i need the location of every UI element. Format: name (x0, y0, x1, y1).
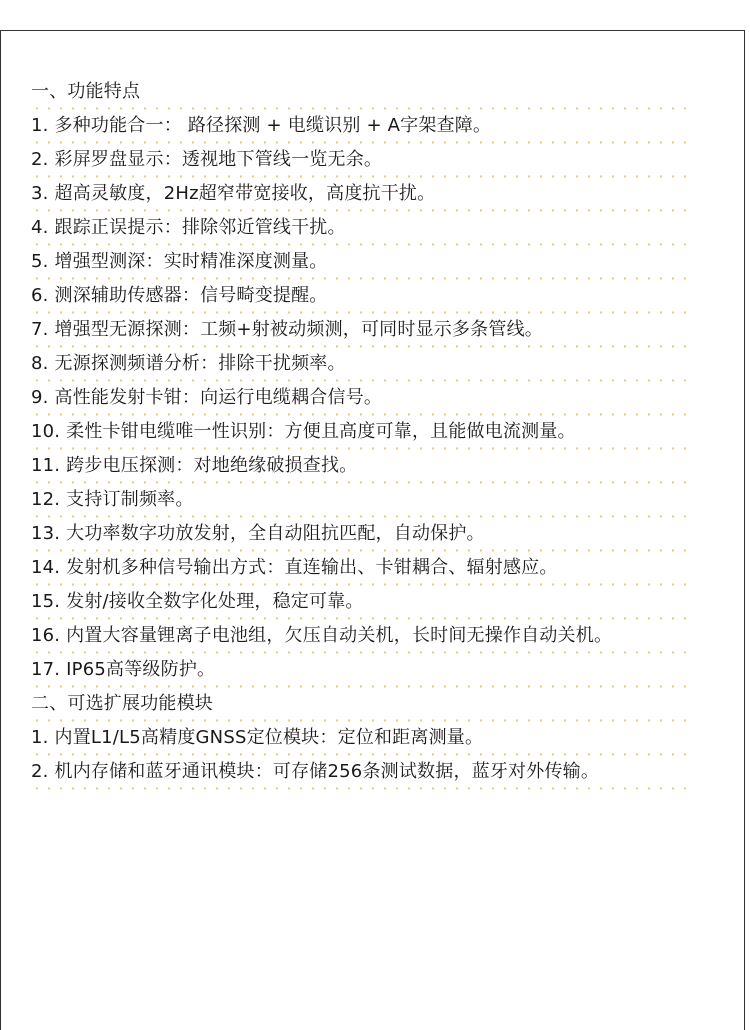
list-item: 17. IP65高等级防护。 (31, 659, 216, 680)
dotted-rule (31, 787, 696, 790)
feature-list (31, 76, 746, 790)
list-item: 8. 无源探测频谱分析：排除干扰频率。 (31, 353, 346, 374)
list-item: 2. 机内存储和蓝牙通讯模块：可存储256条测试数据，蓝牙对外传输。 (31, 761, 600, 782)
list-item: 6. 测深辅助传感器：信号畸变提醒。 (31, 285, 328, 306)
list-item: 10. 柔性卡钳电缆唯一性识别：方便且高度可靠，且能做电流测量。 (31, 421, 576, 442)
list-item: 13. 大功率数字功放发射，全自动阻抗匹配，自动保护。 (31, 523, 485, 544)
list-item: 1. 内置L1/L5高精度GNSS定位模块：定位和距离测量。 (31, 727, 484, 748)
list-item: 2. 彩屏罗盘显示：透视地下管线一览无余。 (31, 149, 383, 170)
section-heading-optional-modules: 二、可选扩展功能模块 (31, 693, 213, 714)
section-heading-features: 一、功能特点 (31, 81, 141, 102)
list-item: 14. 发射机多种信号输出方式：直连输出、卡钳耦合、辐射感应。 (31, 557, 558, 578)
list-item: 1. 多种功能合一： 路径探测 + 电缆识别 + A字架查障。 (31, 115, 492, 136)
list-item: 15. 发射/接收全数字化处理，稳定可靠。 (31, 591, 364, 612)
list-item: 11. 跨步电压探测：对地绝缘破损查找。 (31, 455, 358, 476)
list-item: 9. 高性能发射卡钳：向运行电缆耦合信号。 (31, 387, 383, 408)
list-item: 3. 超高灵敏度，2Hz超窄带宽接收，高度抗干扰。 (31, 183, 436, 204)
list-item: 12. 支持订制频率。 (31, 489, 194, 510)
list-item: 7. 增强型无源探测：工频+射被动频测，可同时显示多条管线。 (31, 319, 543, 340)
list-item: 4. 跟踪正误提示：排除邻近管线干扰。 (31, 217, 346, 238)
list-item: 16. 内置大容量锂离子电池组，欠压自动关机，长时间无操作自动关机。 (31, 625, 613, 646)
list-item: 5. 增强型测深：实时精准深度测量。 (31, 251, 328, 272)
document-frame (0, 30, 745, 1030)
